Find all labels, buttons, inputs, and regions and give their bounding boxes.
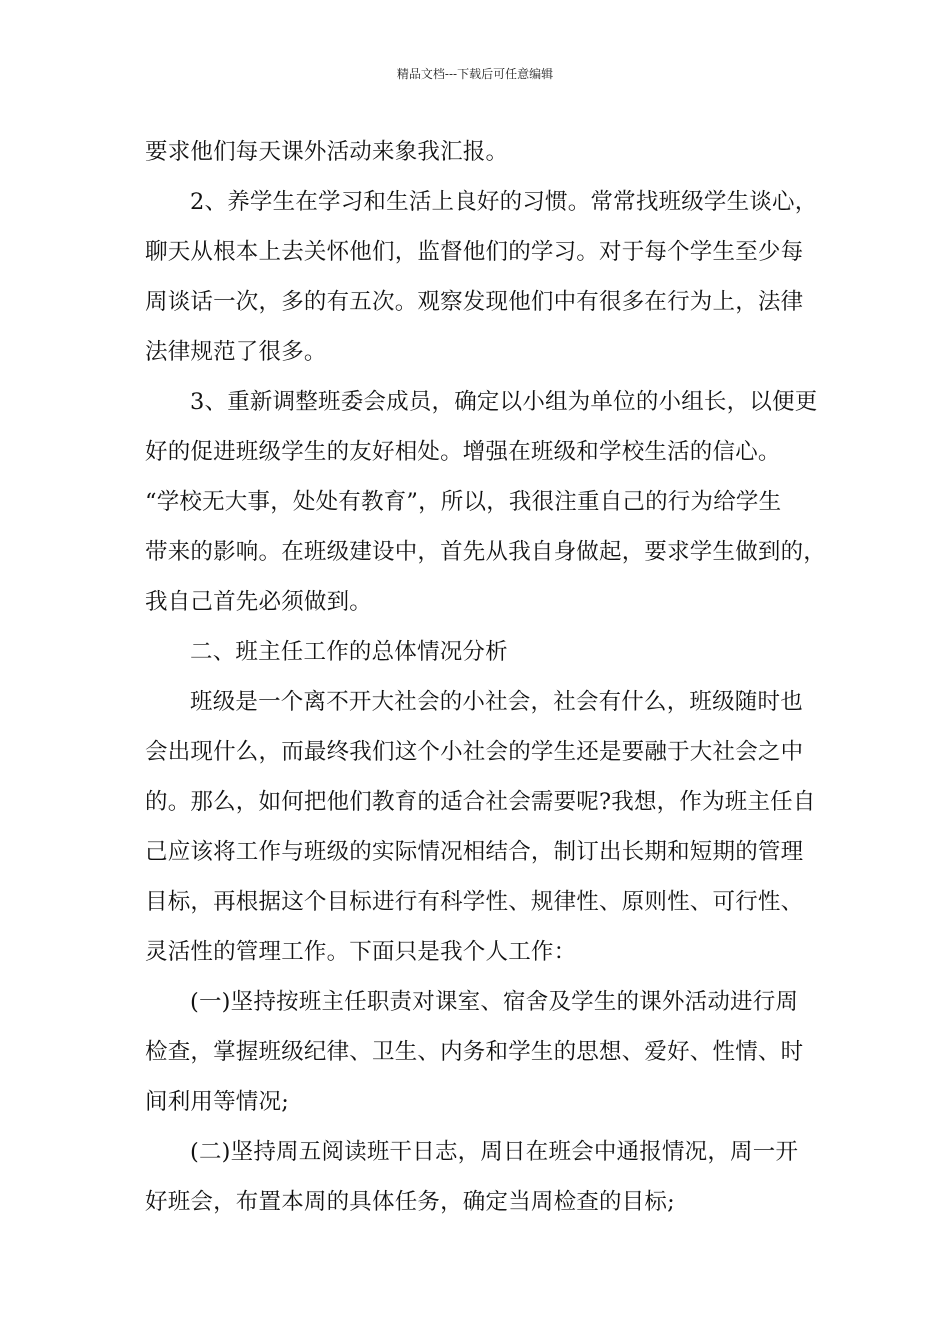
text-line: 要求他们每天课外活动来象我汇报。 (145, 139, 509, 165)
paragraph-2-start: 2、养学生在学习和生活上良好的习惯。常常找班级学生谈心， (190, 189, 818, 215)
text-line: 好的促进班级学生的友好相处。增强在班级和学校生活的信心。 (145, 439, 781, 465)
document-body (145, 127, 825, 1227)
text-line: 聊天从根本上去关怀他们，监督他们的学习。对于每个学生至少每 (145, 239, 804, 265)
item-2-start: (二)坚持周五阅读班干日志，周日在班会中通报情况，周一开 (190, 1139, 799, 1165)
paragraph-analysis-start: 班级是一个离不开大社会的小社会，社会有什么，班级随时也 (190, 689, 803, 715)
section-heading: 二、班主任工作的总体情况分析 (190, 639, 508, 665)
text-line: “学校无大事，处处有教育”，所以，我很注重自己的行为给学生 (145, 489, 782, 515)
text-line: 的。那么，如何把他们教育的适合社会需要呢?我想，作为班主任自 (145, 789, 816, 815)
text-line: 好班会，布置本周的具体任务，确定当周检查的目标; (145, 1189, 675, 1215)
text-line: 检查，掌握班级纪律、卫生、内务和学生的思想、爱好、性情、时 (145, 1039, 804, 1065)
paragraph-3-start: 3、重新调整班委会成员，确定以小组为单位的小组长，以便更 (190, 389, 818, 415)
text-line: 目标，再根据这个目标进行有科学性、规律性、原则性、可行性、 (145, 889, 804, 915)
page-header: 精品文档---下载后可任意编辑 (396, 67, 554, 81)
text-line: 己应该将工作与班级的实际情况相结合，制订出长期和短期的管理 (145, 839, 804, 865)
text-line: 法律规范了很多。 (145, 339, 327, 365)
text-line: 我自己首先必须做到。 (145, 589, 373, 615)
text-line: 灵活性的管理工作。下面只是我个人工作： (145, 939, 577, 965)
text-line: 会出现什么，而最终我们这个小社会的学生还是要融于大社会之中 (145, 739, 804, 765)
text-line: 带来的影响。在班级建设中，首先从我自身做起，要求学生做到的， (145, 539, 827, 565)
text-line: 周谈话一次，多的有五次。观察发现他们中有很多在行为上，法律 (145, 289, 804, 315)
item-1-start: (一)坚持按班主任职责对课室、宿舍及学生的课外活动进行周 (190, 989, 799, 1015)
text-line: 间利用等情况; (145, 1089, 289, 1115)
